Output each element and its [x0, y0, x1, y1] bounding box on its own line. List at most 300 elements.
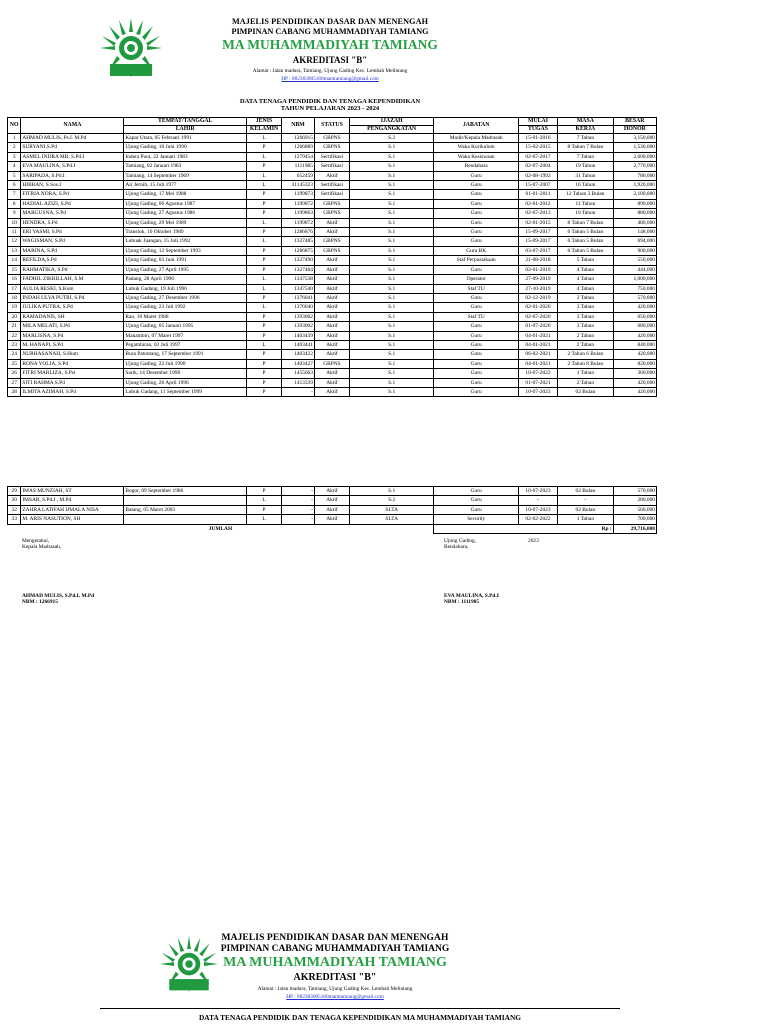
- col-mulai-a: MULAI: [518, 118, 557, 126]
- address: Alamat : Jalan madura, Tamiang, Ujung Gading Kec. Lembah Melintang: [252, 68, 408, 74]
- cell-nbm: 1347538: [282, 275, 315, 284]
- cell-ijazah: S.1: [349, 340, 433, 349]
- cell-jabatan: Guru: [434, 331, 518, 340]
- cell-honor: 480,000: [613, 218, 656, 227]
- cell-honor: 570,000: [613, 293, 656, 302]
- cell-status: Aktif: [314, 312, 349, 321]
- footer-hp-email-link[interactable]: HP : 082383005160mamtamiang@gmail.com: [286, 994, 384, 1000]
- cell-ijazah: S.1: [349, 199, 433, 208]
- school-name: MA MUHAMMADIYAH TAMIANG: [222, 37, 438, 52]
- cell-nama: FADHIL ZIKRILLAH, S.M: [21, 275, 124, 284]
- cell-ttl: Ujung Gading, 06 Agustus 1987: [124, 199, 247, 208]
- cell-ttl: Ujung Gading, 12 September 1993: [124, 246, 247, 255]
- sig-left-nbm: NBM : 1266915: [22, 599, 58, 605]
- cell-ijazah: SLTA: [349, 505, 433, 514]
- cell-mulai: 02-01-2015: [518, 218, 557, 227]
- cell-ttl: Tamiang, 02 Januari 1983: [124, 162, 247, 171]
- cell-jabatan: Bendahara: [434, 162, 518, 171]
- cell-ijazah: S.1: [349, 378, 433, 387]
- cell-honor: 420,000: [613, 331, 656, 340]
- cell-jk: P: [246, 322, 281, 331]
- col-jk-b: KELAMIN: [246, 126, 281, 134]
- cell-honor: 700,000: [613, 515, 656, 524]
- cell-masa: 2 Tahun 6 Bulan: [558, 350, 614, 359]
- table-row: [8, 256, 657, 265]
- table-row: [8, 275, 657, 284]
- cell-no: 7: [8, 190, 21, 199]
- cell-honor: 148,000: [613, 228, 656, 237]
- cell-ijazah: S.1: [349, 256, 433, 265]
- cell-nbm: 652459: [282, 171, 315, 180]
- cell-no: 6: [8, 181, 21, 190]
- cell-ijazah: S.1: [349, 293, 433, 302]
- cell-nbm: 1327484: [282, 265, 315, 274]
- cell-jabatan: Waka Kesiswaan: [434, 152, 518, 161]
- cell-nbm: 1111985: [282, 162, 315, 171]
- cell-jabatan: Staf TU: [434, 312, 518, 321]
- cell-masa: -: [558, 496, 614, 505]
- cell-jk: P: [246, 331, 281, 340]
- cell-ijazah: S.1: [349, 162, 433, 171]
- sig-right-line2: Bendahara,: [444, 544, 469, 550]
- cell-masa: 8 Tahun 7 Bulan: [558, 143, 614, 152]
- cell-nbm: 1403427: [282, 359, 315, 368]
- cell-ijazah: S.1: [349, 350, 433, 359]
- cell-ijazah: SLTA: [349, 515, 433, 524]
- cell-jabatan: Operator: [434, 275, 518, 284]
- col-ttl-b: LAHIR: [124, 126, 247, 134]
- cell-jabatan: Guru: [434, 218, 518, 227]
- col-nbm: NBM: [282, 118, 315, 134]
- cell-masa: 6 Tahun 5 Bulan: [558, 237, 614, 246]
- table-row: [8, 209, 657, 218]
- cell-masa: 4 Tahun: [558, 275, 614, 284]
- table-row: [8, 322, 657, 331]
- cell-masa: 2 Tahun 8 Bulan: [558, 359, 614, 368]
- cell-no: 33: [8, 515, 21, 524]
- cell-nbm: -: [282, 487, 315, 496]
- cell-masa: 02 Bulan: [558, 387, 614, 396]
- cell-nbm: 1393002: [282, 322, 315, 331]
- cell-masa: 4 Tahun: [558, 284, 614, 293]
- cell-masa: 3 Tahun: [558, 293, 614, 302]
- cell-ttl: Manambin, 07 Maret 1997: [124, 331, 247, 340]
- cell-mulai: 15-02-2015: [518, 143, 557, 152]
- cell-ttl: Ujung Gading, 05 Januari 1995: [124, 322, 247, 331]
- cell-jabatan: Mudir/Kepala Madrasah: [434, 134, 518, 143]
- cell-status: Aktif: [314, 171, 349, 180]
- cell-nama: MARINA, S.Pd: [21, 246, 124, 255]
- cell-jk: P: [246, 312, 281, 321]
- cell-jk: L: [246, 171, 281, 180]
- cell-jabatan: Guru: [434, 369, 518, 378]
- cell-ijazah: S.2: [349, 496, 433, 505]
- table-row: [8, 171, 657, 180]
- cell-no: 21: [8, 322, 21, 331]
- cell-ttl: Ujung Gading, 27 April 1995: [124, 265, 247, 274]
- cell-jabatan: Guru: [434, 487, 518, 496]
- cell-honor: 1,920,000: [613, 181, 656, 190]
- cell-mulai: 27-09-2019: [518, 275, 557, 284]
- cell-mulai: 02-07-2017: [518, 152, 557, 161]
- col-jabatan: JABATAN: [434, 118, 518, 134]
- cell-nama: M. HANAPI, S.Pd: [21, 340, 124, 349]
- cell-no: 22: [8, 331, 21, 340]
- cell-nama: IMSAR, S.Pd.I , M.Pd: [21, 496, 124, 505]
- cell-masa: 2 Tahun: [558, 331, 614, 340]
- cell-mulai: 02-08-1992: [518, 171, 557, 180]
- sig-left-line1: Mengetahui,: [22, 538, 50, 544]
- col-status: STATUS: [314, 118, 349, 134]
- cell-nama: RAHMATIKA, S.Pd: [21, 265, 124, 274]
- cell-no: 10: [8, 218, 21, 227]
- cell-honor: 2,770,000: [613, 162, 656, 171]
- cell-ijazah: S.1: [349, 265, 433, 274]
- cell-status: Aktif: [314, 303, 349, 312]
- cell-status: GBPNS: [314, 143, 349, 152]
- cell-nama: ZAHRA LATIFAH IJMALA NISA: [21, 505, 124, 514]
- cell-ijazah: S.1: [349, 143, 433, 152]
- table-row: [8, 331, 657, 340]
- table-row: [8, 218, 657, 227]
- cell-jk: L: [246, 218, 281, 227]
- cell-no: 32: [8, 505, 21, 514]
- cell-honor: 820,000: [613, 359, 656, 368]
- col-masa-a: MASA: [558, 118, 614, 126]
- cell-ijazah: S.1: [349, 487, 433, 496]
- cell-masa: 1 Tahun: [558, 515, 614, 524]
- cell-ijazah: S.2: [349, 134, 433, 143]
- cell-no: 24: [8, 350, 21, 359]
- cell-status: Aktif: [314, 487, 349, 496]
- table-row: [8, 293, 657, 302]
- cell-no: 20: [8, 312, 21, 321]
- col-ttl-a: TEMPAT/TANGGAL: [124, 118, 247, 126]
- staff-table-continued: [7, 486, 657, 534]
- col-nama: NAMA: [21, 118, 124, 134]
- cell-ttl: Air Jernih, 15 Juli 1977: [124, 181, 247, 190]
- cell-no: 30: [8, 496, 21, 505]
- table-row: [8, 515, 657, 524]
- akreditasi: AKREDITASI "B": [292, 55, 368, 65]
- table-row: [8, 303, 657, 312]
- cell-jabatan: Guru: [434, 496, 518, 505]
- cell-honor: 2,600,000: [613, 152, 656, 161]
- cell-nama: MILA MELATI, S.Pd: [21, 322, 124, 331]
- cell-status: Aktif: [314, 505, 349, 514]
- cell-nama: EVA MAULINA, S.Pd.I: [21, 162, 124, 171]
- cell-status: Sertifikasi: [314, 152, 349, 161]
- cell-no: 4: [8, 162, 21, 171]
- cell-nbm: 1199863: [282, 209, 315, 218]
- cell-status: Aktif: [314, 228, 349, 237]
- cell-status: Aktif: [314, 515, 349, 524]
- cell-masa: 3 Tahun: [558, 312, 614, 321]
- cell-nbm: 1286876: [282, 228, 315, 237]
- cell-ttl: Ujung Gading, 22 Juli 1990: [124, 359, 247, 368]
- cell-nbm: 1199872: [282, 218, 315, 227]
- cell-no: 18: [8, 293, 21, 302]
- cell-no: 14: [8, 256, 21, 265]
- table-row: [8, 265, 657, 274]
- cell-ttl: Sarik, 14 Desember 1998: [124, 369, 247, 378]
- cell-status: Aktif: [314, 496, 349, 505]
- cell-masa: 5 Tahun: [558, 256, 614, 265]
- cell-nama: HIBBAN, S.Sos.I: [21, 181, 124, 190]
- cell-masa: 6 Tahun 5 Bulan: [558, 228, 614, 237]
- cell-jabatan: Guru: [434, 199, 518, 208]
- cell-no: 11: [8, 228, 21, 237]
- table-row: [8, 505, 657, 514]
- cell-nbm: 1347540: [282, 284, 315, 293]
- cell-honor: 890,000: [613, 199, 656, 208]
- cell-no: 28: [8, 387, 21, 396]
- cell-masa: 7 Tahun: [558, 152, 614, 161]
- cell-jabatan: Guru: [434, 265, 518, 274]
- cell-nbm: 1266889: [282, 143, 315, 152]
- cell-no: 9: [8, 209, 21, 218]
- total-rp: Rp :: [434, 524, 613, 533]
- cell-ttl: Pegambiran, 02 Juli 1997: [124, 340, 247, 349]
- cell-no: 15: [8, 265, 21, 274]
- cell-ijazah: S.1: [349, 209, 433, 218]
- total-value: 29,716,000: [613, 524, 656, 533]
- cell-jabatan: Guru: [434, 228, 518, 237]
- cell-mulai: 10-07-2023: [518, 487, 557, 496]
- hp-email-link[interactable]: HP : 082383005160mamtamiang@gmail.com: [281, 76, 379, 82]
- cell-nbm: 1376040: [282, 303, 315, 312]
- cell-status: Aktif: [314, 322, 349, 331]
- cell-no: 12: [8, 237, 21, 246]
- cell-honor: 650,000: [613, 312, 656, 321]
- cell-masa: 8 Tahun 7 Bulan: [558, 218, 614, 227]
- cell-ttl: Lubuk Gadang, 11 September 1999: [124, 387, 247, 396]
- cell-jk: L: [246, 275, 281, 284]
- table-row: [8, 143, 657, 152]
- cell-ijazah: S.1: [349, 152, 433, 161]
- table-row: [8, 387, 657, 396]
- sig-left-name: AHMAD MULIS, S.Pd.I. M.Pd: [22, 593, 95, 599]
- footer-akreditasi: AKREDITASI "B": [293, 972, 377, 983]
- cell-nbm: 1393062: [282, 312, 315, 321]
- cell-nama: ILMITA AZIMAH, S.Pd: [21, 387, 124, 396]
- cell-mulai: 02-07-2013: [518, 209, 557, 218]
- cell-ttl: Bogor, 09 September 1986: [124, 487, 247, 496]
- cell-ijazah: S.1: [349, 275, 433, 284]
- cell-status: Aktif: [314, 275, 349, 284]
- cell-nama: NURHASANAH, S.Hum: [21, 350, 124, 359]
- table-row: [8, 359, 657, 368]
- table-row: [8, 190, 657, 199]
- cell-no: 17: [8, 284, 21, 293]
- col-ijazah-b: PENGANGKATAN: [349, 126, 433, 134]
- cell-mulai: 04-01-2021: [518, 359, 557, 368]
- cell-status: GBPNS: [314, 359, 349, 368]
- sig-right-line1: Ujung Gading,: [444, 538, 477, 544]
- cell-nbm: -: [282, 496, 315, 505]
- cell-ijazah: S.1: [349, 387, 433, 396]
- cell-jabatan: Guru: [434, 209, 518, 218]
- cell-ttl: Ujung Gading, 27 Agustus 1986: [124, 209, 247, 218]
- cell-honor: 880,000: [613, 209, 656, 218]
- cell-status: GBPNS: [314, 134, 349, 143]
- cell-jabatan: Guru: [434, 303, 518, 312]
- cell-status: Aktif: [314, 378, 349, 387]
- cell-mulai: 03-07-2017: [518, 246, 557, 255]
- cell-jabatan: Guru: [434, 171, 518, 180]
- cell-status: GBPNS: [314, 209, 349, 218]
- cell-jabatan: Guru: [434, 350, 518, 359]
- cell-status: Aktif: [314, 340, 349, 349]
- cell-honor: 444,000: [613, 265, 656, 274]
- cell-ijazah: S.1: [349, 246, 433, 255]
- cell-ttl: Padang, 28 April 1996: [124, 275, 247, 284]
- table-row: [8, 246, 657, 255]
- cell-mulai: 02-01-2012: [518, 199, 557, 208]
- cell-honor: 3,150,000: [613, 134, 656, 143]
- cell-jabatan: Guru BK: [434, 246, 518, 255]
- cell-masa: 2 Tahun: [558, 340, 614, 349]
- cell-jk: L: [246, 515, 281, 524]
- cell-status: Sertifikasi: [314, 162, 349, 171]
- cell-nbm: 1327485: [282, 237, 315, 246]
- cell-status: Aktif: [314, 369, 349, 378]
- cell-nbm: -: [282, 505, 315, 514]
- cell-nbm: 1403441: [282, 340, 315, 349]
- cell-ttl: Bura Patontang, 17 September 1991: [124, 350, 247, 359]
- cell-nama: RAMADANIS, SH: [21, 312, 124, 321]
- cell-jabatan: Guru: [434, 181, 518, 190]
- cell-jk: P: [246, 209, 281, 218]
- cell-ttl: [124, 515, 247, 524]
- cell-nama: JULIKA PUTRA, S.Pd: [21, 303, 124, 312]
- cell-status: GBPNS: [314, 237, 349, 246]
- cell-honor: 900,000: [613, 246, 656, 255]
- cell-ttl: Ujung Gading, 03 Juni 1991: [124, 256, 247, 265]
- cell-jk: L: [246, 152, 281, 161]
- cell-no: 23: [8, 340, 21, 349]
- footer-address: Alamat : Jalan madura, Tamiang, Ujung Gading Kec. Lembah Melintang: [257, 986, 413, 992]
- cell-ttl: Lubuak Juangan, 15 Juli 1992: [124, 237, 247, 246]
- cell-mulai: 15-09-2017: [518, 228, 557, 237]
- cell-jk: L: [246, 134, 281, 143]
- table-row: [8, 369, 657, 378]
- cell-nama: FITRI MARLIZA, S.Psi: [21, 369, 124, 378]
- cell-mulai: 15-01-2016: [518, 134, 557, 143]
- sig-left-line2: Kepala Madrasah,: [22, 544, 62, 550]
- cell-mulai: 02-02-2022: [518, 515, 557, 524]
- table-row: [8, 340, 657, 349]
- cell-masa: 6 Tahun 5 Bulan: [558, 246, 614, 255]
- cell-nbm: -: [282, 387, 315, 396]
- cell-ijazah: S.1: [349, 303, 433, 312]
- cell-jabatan: Guru: [434, 378, 518, 387]
- table-row: [8, 199, 657, 208]
- cell-masa: 10 Tahun: [558, 209, 614, 218]
- staff-table: [7, 117, 657, 397]
- cell-nbm: 1279454: [282, 152, 315, 161]
- table-row: [8, 496, 657, 505]
- title-line1: DATA TENAGA PENDIDIK DAN TENAGA KEPENDIDIKAN: [239, 98, 421, 105]
- cell-mulai: 15-07-2007: [518, 181, 557, 190]
- cell-mulai: 02-01-2019: [518, 265, 557, 274]
- cell-honor: 550,000: [613, 256, 656, 265]
- cell-nbm: 1376041: [282, 293, 315, 302]
- cell-nama: AULIA RESKI, S.Kom: [21, 284, 124, 293]
- col-jk-a: JENIS: [246, 118, 281, 126]
- cell-mulai: 10-07-2023: [518, 387, 557, 396]
- footer-line2: PIMPINAN CABANG MUHAMMADIYAH TAMIANG: [220, 944, 450, 954]
- cell-jk: L: [246, 284, 281, 293]
- cell-masa: 12 Tahun 3 Bulan: [558, 190, 614, 199]
- cell-masa: 11 Tahun: [558, 199, 614, 208]
- cell-honor: 420,000: [613, 350, 656, 359]
- cell-masa: 7 Tahun: [558, 134, 614, 143]
- cell-nbm: 1403439: [282, 331, 315, 340]
- sig-right-name: EVA MAULINA, S.Pd.I: [444, 593, 499, 599]
- cell-jk: P: [246, 387, 281, 396]
- cell-jabatan: Guru: [434, 505, 518, 514]
- cell-status: Aktif: [314, 350, 349, 359]
- cell-ijazah: S.1: [349, 228, 433, 237]
- table-row: [8, 228, 657, 237]
- cell-nbm: 31145323: [282, 181, 315, 190]
- cell-ijazah: S.1: [349, 369, 433, 378]
- cell-mulai: 01-07-2021: [518, 378, 557, 387]
- cell-masa: 16 Tahun: [558, 181, 614, 190]
- cell-no: 29: [8, 487, 21, 496]
- cell-masa: 02 Bulan: [558, 487, 614, 496]
- cell-mulai: 15-09-2017: [518, 237, 557, 246]
- cell-nama: SURYANI,S.Pd: [21, 143, 124, 152]
- cell-honor: 1,000,000: [613, 275, 656, 284]
- cell-mulai: 02-12-2019: [518, 293, 557, 302]
- cell-mulai: 02-07-2020: [518, 312, 557, 321]
- cell-masa: 4 Tahun: [558, 265, 614, 274]
- cell-status: Aktif: [314, 331, 349, 340]
- cell-honor: 280,000: [613, 496, 656, 505]
- cell-jabatan: Guru: [434, 387, 518, 396]
- cell-nama: FITRIA NORA, S.Pd: [21, 190, 124, 199]
- cell-honor: 420,000: [613, 303, 656, 312]
- table-row: [8, 237, 657, 246]
- cell-nama: ASMEL INDRA MB, S.Pd.I: [21, 152, 124, 161]
- cell-jk: L: [246, 237, 281, 246]
- cell-ijazah: S.1: [349, 359, 433, 368]
- cell-mulai: 10-07-2022: [518, 369, 557, 378]
- cell-jk: P: [246, 359, 281, 368]
- cell-nama: MARGUSNA, S.Pd: [21, 209, 124, 218]
- cell-ijazah: S.1: [349, 284, 433, 293]
- cell-ttl: Ujung Gading, 10 Juni 1990: [124, 143, 247, 152]
- cell-honor: 560,000: [613, 505, 656, 514]
- footer-title: DATA TENAGA PENDIDIK DAN TENAGA KEPENDIDIKAN MA MUHAMMADIYAH TAMIANG: [198, 1013, 522, 1022]
- cell-honor: 360,000: [613, 369, 656, 378]
- cell-ttl: Ujung Gading, 26 April 1996: [124, 378, 247, 387]
- cell-status: Sertifikasi: [314, 181, 349, 190]
- cell-jabatan: Guru: [434, 190, 518, 199]
- cell-status: Aktif: [314, 284, 349, 293]
- cell-jabatan: Guru: [434, 359, 518, 368]
- cell-status: GBPNS: [314, 199, 349, 208]
- cell-nbm: 1327490: [282, 256, 315, 265]
- cell-nama: HADIAL AZIZI, S.Pd: [21, 199, 124, 208]
- cell-honor: 420,000: [613, 378, 656, 387]
- muhammadiyah-logo-icon: [98, 18, 164, 80]
- cell-ttl: Translok, 10 Oktober 1989: [124, 228, 247, 237]
- cell-no: 16: [8, 275, 21, 284]
- cell-ttl: Rao, 10 Maret 1988: [124, 312, 247, 321]
